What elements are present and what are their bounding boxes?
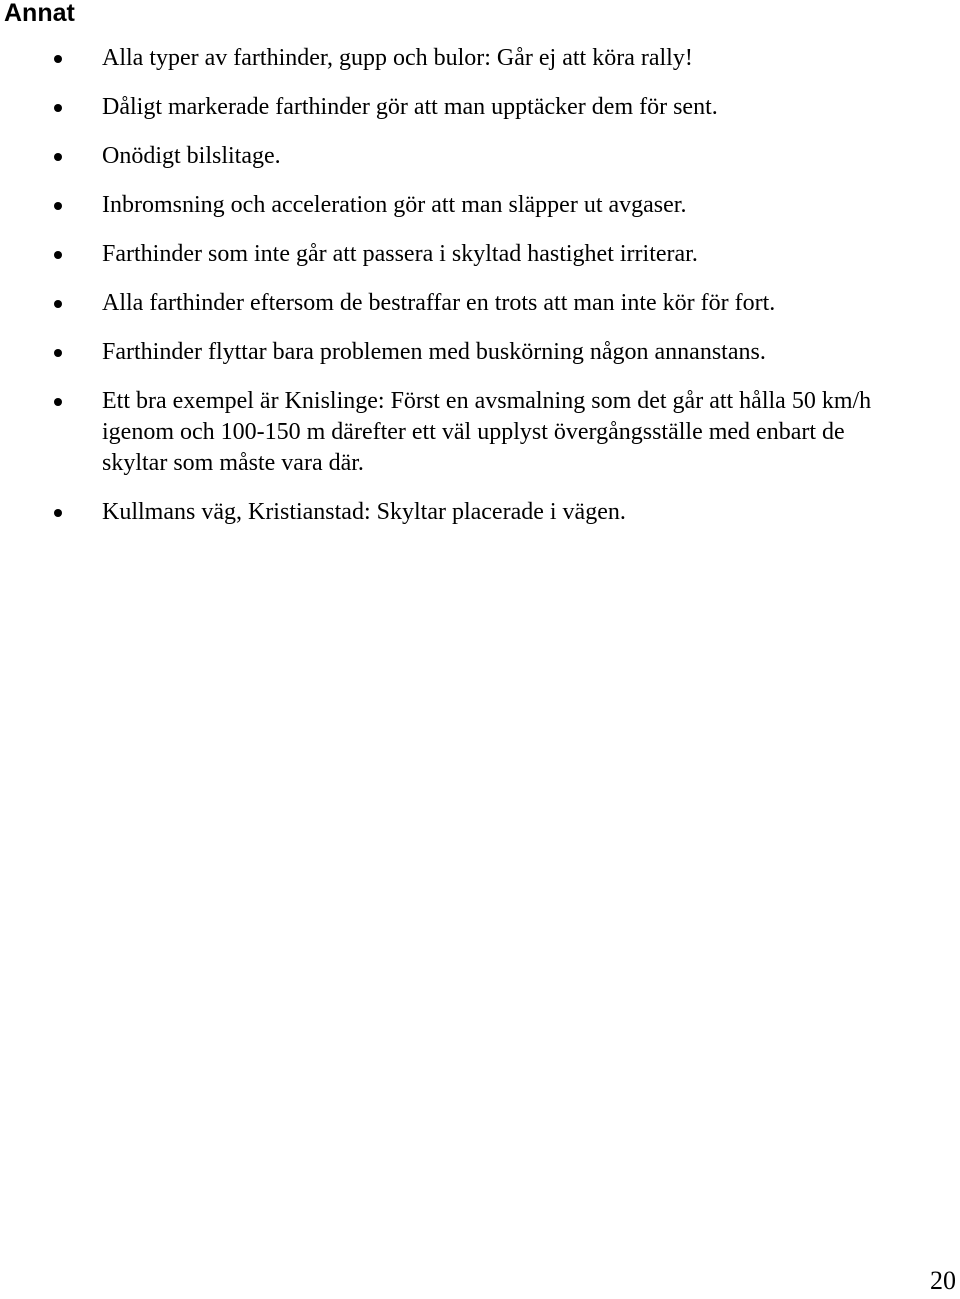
- bullet-icon: [54, 153, 62, 161]
- bullet-icon: [54, 349, 62, 357]
- bullet-icon: [54, 251, 62, 259]
- list-item-text: Ett bra exempel är Knislinge: Först en avsmalning som det går att hålla 50 km/h igenom och 100-150 m därefter ett väl upplyst övergångsställe med enbart de skyltar som måste vara där.: [102, 388, 872, 476]
- bullet-icon: [54, 300, 62, 308]
- bullet-list: [0, 43, 960, 546]
- list-item-text: Dåligt markerade farthinder gör att man upptäcker dem för sent.: [102, 94, 718, 120]
- list-item: [0, 141, 960, 172]
- list-item: [0, 288, 960, 319]
- list-item-text: Kullmans väg, Kristianstad: Skyltar placerade i vägen.: [102, 499, 626, 525]
- section-heading: Annat: [4, 0, 75, 27]
- list-item-text: Farthinder som inte går att passera i skyltad hastighet irriterar.: [102, 241, 698, 267]
- list-item-text: Inbromsning och acceleration gör att man släpper ut avgaser.: [102, 192, 687, 218]
- page-number: 20: [930, 1266, 956, 1295]
- list-item: [0, 497, 960, 528]
- list-item-text: Onödigt bilslitage.: [102, 143, 281, 169]
- bullet-icon: [54, 55, 62, 63]
- bullet-icon: [54, 509, 62, 517]
- list-item-text: Alla typer av farthinder, gupp och bulor: Går ej att köra rally!: [102, 45, 693, 71]
- list-item: [0, 190, 960, 221]
- list-item-text: Alla farthinder eftersom de bestraffar en trots att man inte kör för fort.: [102, 290, 776, 316]
- list-item: [0, 43, 960, 74]
- list-item: [0, 92, 960, 123]
- bullet-icon: [54, 202, 62, 210]
- bullet-icon: [54, 104, 62, 112]
- bullet-icon: [54, 398, 62, 406]
- list-item: [0, 239, 960, 270]
- list-item: [0, 337, 960, 368]
- list-item: [0, 386, 960, 479]
- list-item-text: Farthinder flyttar bara problemen med buskörning någon annanstans.: [102, 339, 766, 365]
